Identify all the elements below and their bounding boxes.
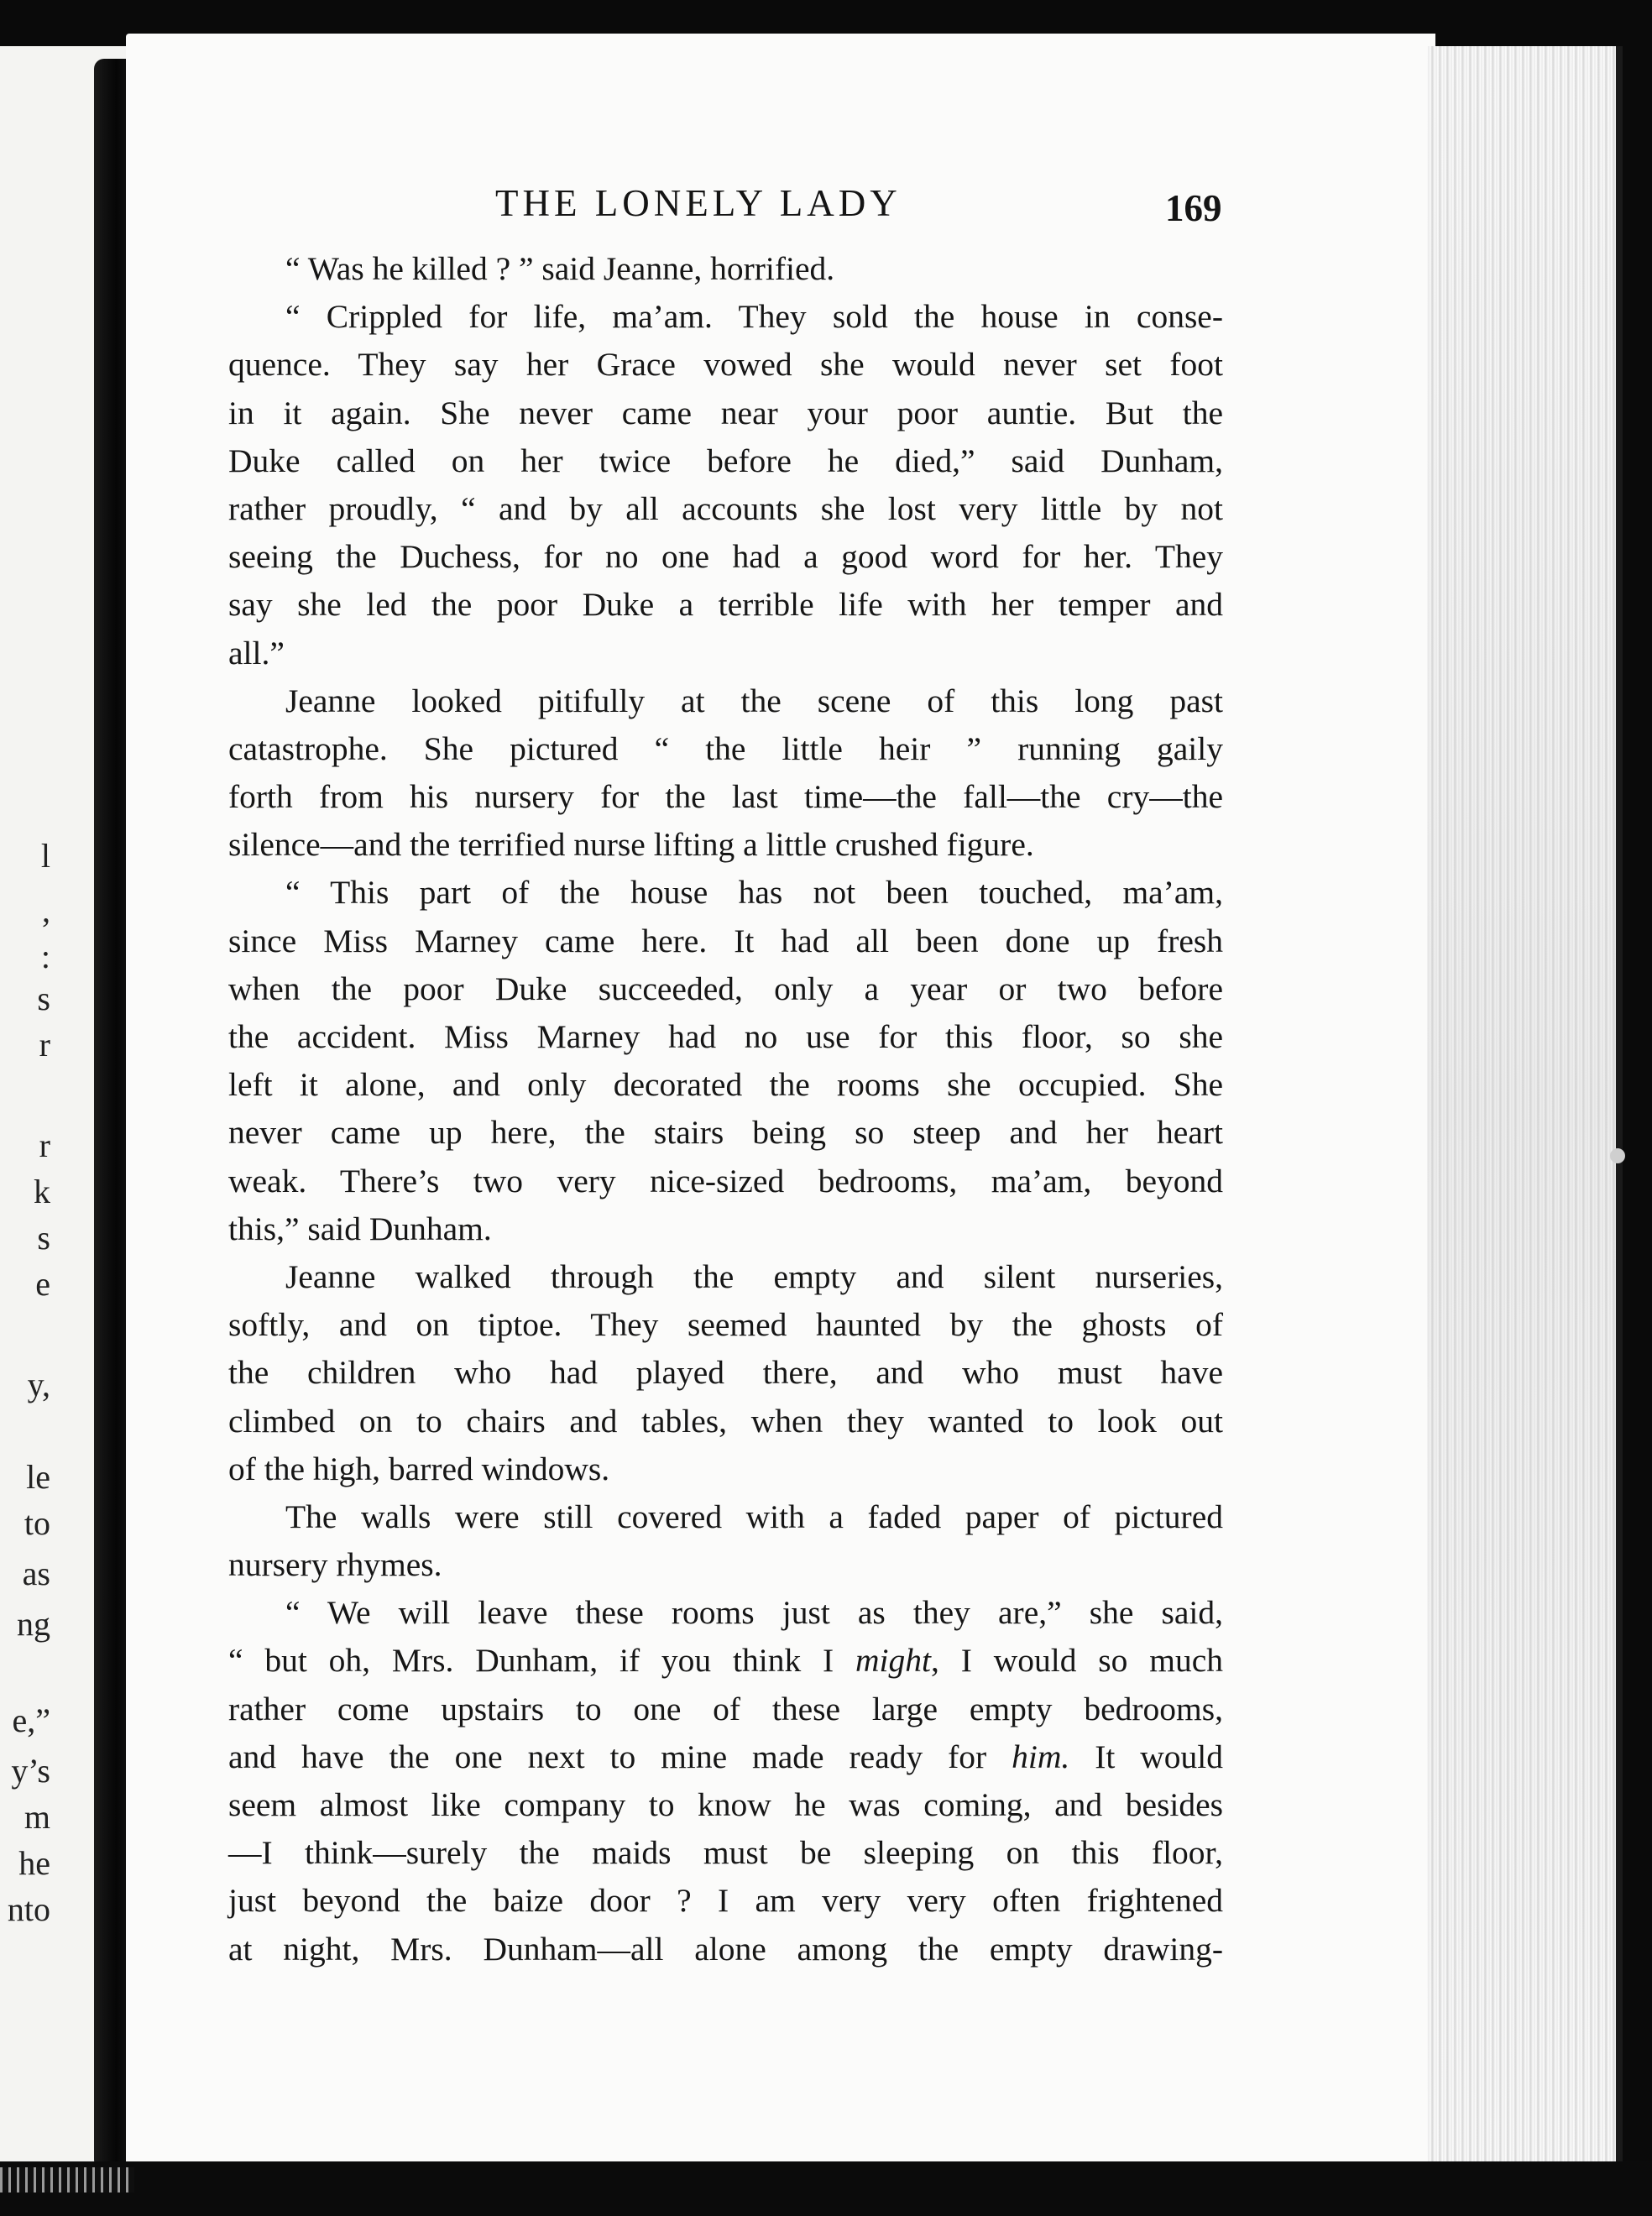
facing-page-fragment: le xyxy=(26,1458,50,1496)
text-line: rather proudly, “ and by all accounts she lost very little by not xyxy=(228,489,1223,527)
text-line: seeing the Duchess, for no one had a good word for her. They xyxy=(228,538,1223,576)
text-line: The walls were still covered with a faded paper of pictured xyxy=(285,1497,1223,1535)
text-line: weak. There’s two very nice-sized bedrooms, ma’am, beyond xyxy=(228,1162,1223,1199)
text-line: this,” said Dunham. xyxy=(228,1210,492,1247)
text-line: the accident. Miss Marney had no use for this floor, so she xyxy=(228,1018,1223,1055)
text-line: Jeanne walked through the empty and silent nurseries, xyxy=(285,1257,1223,1295)
facing-page-fragment: nto xyxy=(7,1890,50,1928)
text-line xyxy=(228,1733,1223,1781)
facing-page-fragment: l xyxy=(40,837,50,875)
text-line xyxy=(228,1637,1223,1685)
running-head: THE LONELY LADY xyxy=(495,182,902,224)
text-segment: It would xyxy=(1069,1738,1223,1775)
facing-page-fragment: ng xyxy=(17,1605,50,1643)
text-line: say she led the poor Duke a terrible life with her temper and xyxy=(228,586,1223,624)
facing-page-fragment: s xyxy=(37,980,50,1017)
text-line: rather come upstairs to one of these large empty bedrooms, xyxy=(228,1690,1223,1727)
text-line: in it again. She never came near your poor auntie. But the xyxy=(228,394,1223,431)
facing-page-fragment: y’s xyxy=(11,1752,50,1790)
facing-page-fragment: e xyxy=(35,1265,50,1303)
italic-word: him. xyxy=(1012,1738,1070,1775)
facing-page-fragment: he xyxy=(18,1844,50,1882)
text-line: seem almost like company to know he was coming, and besides xyxy=(228,1786,1223,1823)
facing-page-fragment: k xyxy=(34,1173,50,1210)
text-line: Duke called on her twice before he died,” said Dunham, xyxy=(228,442,1223,479)
text-line: just beyond the baize door ? I am very very often frightened xyxy=(228,1882,1223,1920)
facing-page-fragment: e,” xyxy=(12,1701,50,1739)
text-line: of the high, barred windows. xyxy=(228,1450,610,1487)
text-line: “ This part of the house has not been touched, ma’am, xyxy=(285,874,1223,912)
text-line: when the poor Duke succeeded, only a year or two before xyxy=(228,970,1223,1007)
facing-page-fragment: s xyxy=(37,1219,50,1257)
page-edges xyxy=(1427,46,1623,2166)
facing-page-fragment: : xyxy=(40,938,50,975)
text-segment: and have the one next to mine made ready for xyxy=(228,1738,1012,1775)
text-line: silence—and the terrified nurse lifting a little crushed figure. xyxy=(228,826,1034,864)
italic-word: might xyxy=(855,1642,932,1680)
text-line: climbed on to chairs and tables, when they wanted to look out xyxy=(228,1402,1223,1440)
facing-page-fragment: as xyxy=(22,1555,50,1592)
text-line: Jeanne looked pitifully at the scene of this long past xyxy=(285,682,1223,719)
text-line: at night, Mrs. Dunham—all alone among the empty drawing- xyxy=(228,1930,1223,1968)
text-line: left it alone, and only decorated the rooms she occupied. She xyxy=(228,1066,1223,1104)
text-line: catastrophe. She pictured “ the little heir ” running gaily xyxy=(228,729,1223,767)
scan-mark xyxy=(1610,1148,1625,1163)
text-line: “ Crippled for life, ma’am. They sold the house in conse- xyxy=(285,298,1223,336)
facing-page-fragment: r xyxy=(39,1026,50,1064)
text-segment: , I would so much xyxy=(931,1642,1223,1680)
text-line: “ Was he killed ? ” said Jeanne, horrified. xyxy=(285,250,835,287)
facing-page-fragment: r xyxy=(39,1126,50,1164)
text-line: the children who had played there, and who must have xyxy=(228,1354,1223,1392)
text-segment: “ but oh, Mrs. Dunham, if you think I xyxy=(228,1642,856,1680)
page-edge-ticks xyxy=(0,2167,134,2192)
text-line: forth from his nursery for the last time—the fall—the cry—the xyxy=(228,778,1223,816)
text-line: all.” xyxy=(228,634,285,672)
body-text xyxy=(228,245,1223,1973)
text-line: never came up here, the stairs being so steep and her heart xyxy=(228,1114,1223,1152)
text-line: —I think—surely the maids must be sleeping on this floor, xyxy=(228,1834,1223,1872)
facing-page-fragment: m xyxy=(24,1798,50,1836)
text-line: nursery rhymes. xyxy=(228,1546,442,1584)
scan-border-bottom xyxy=(0,2161,1652,2216)
text-line: since Miss Marney came here. It had all been done up fresh xyxy=(228,922,1223,959)
facing-page-fragment: y, xyxy=(27,1366,50,1403)
text-line: softly, and on tiptoe. They seemed haunted by the ghosts of xyxy=(228,1306,1223,1344)
facing-page-fragment: , xyxy=(42,891,50,929)
text-line: “ We will leave these rooms just as they are,” she said, xyxy=(285,1594,1223,1632)
text-line: quence. They say her Grace vowed she would never set foot xyxy=(228,346,1223,384)
page-number: 169 xyxy=(1165,187,1222,229)
facing-page-fragment: to xyxy=(24,1504,50,1542)
